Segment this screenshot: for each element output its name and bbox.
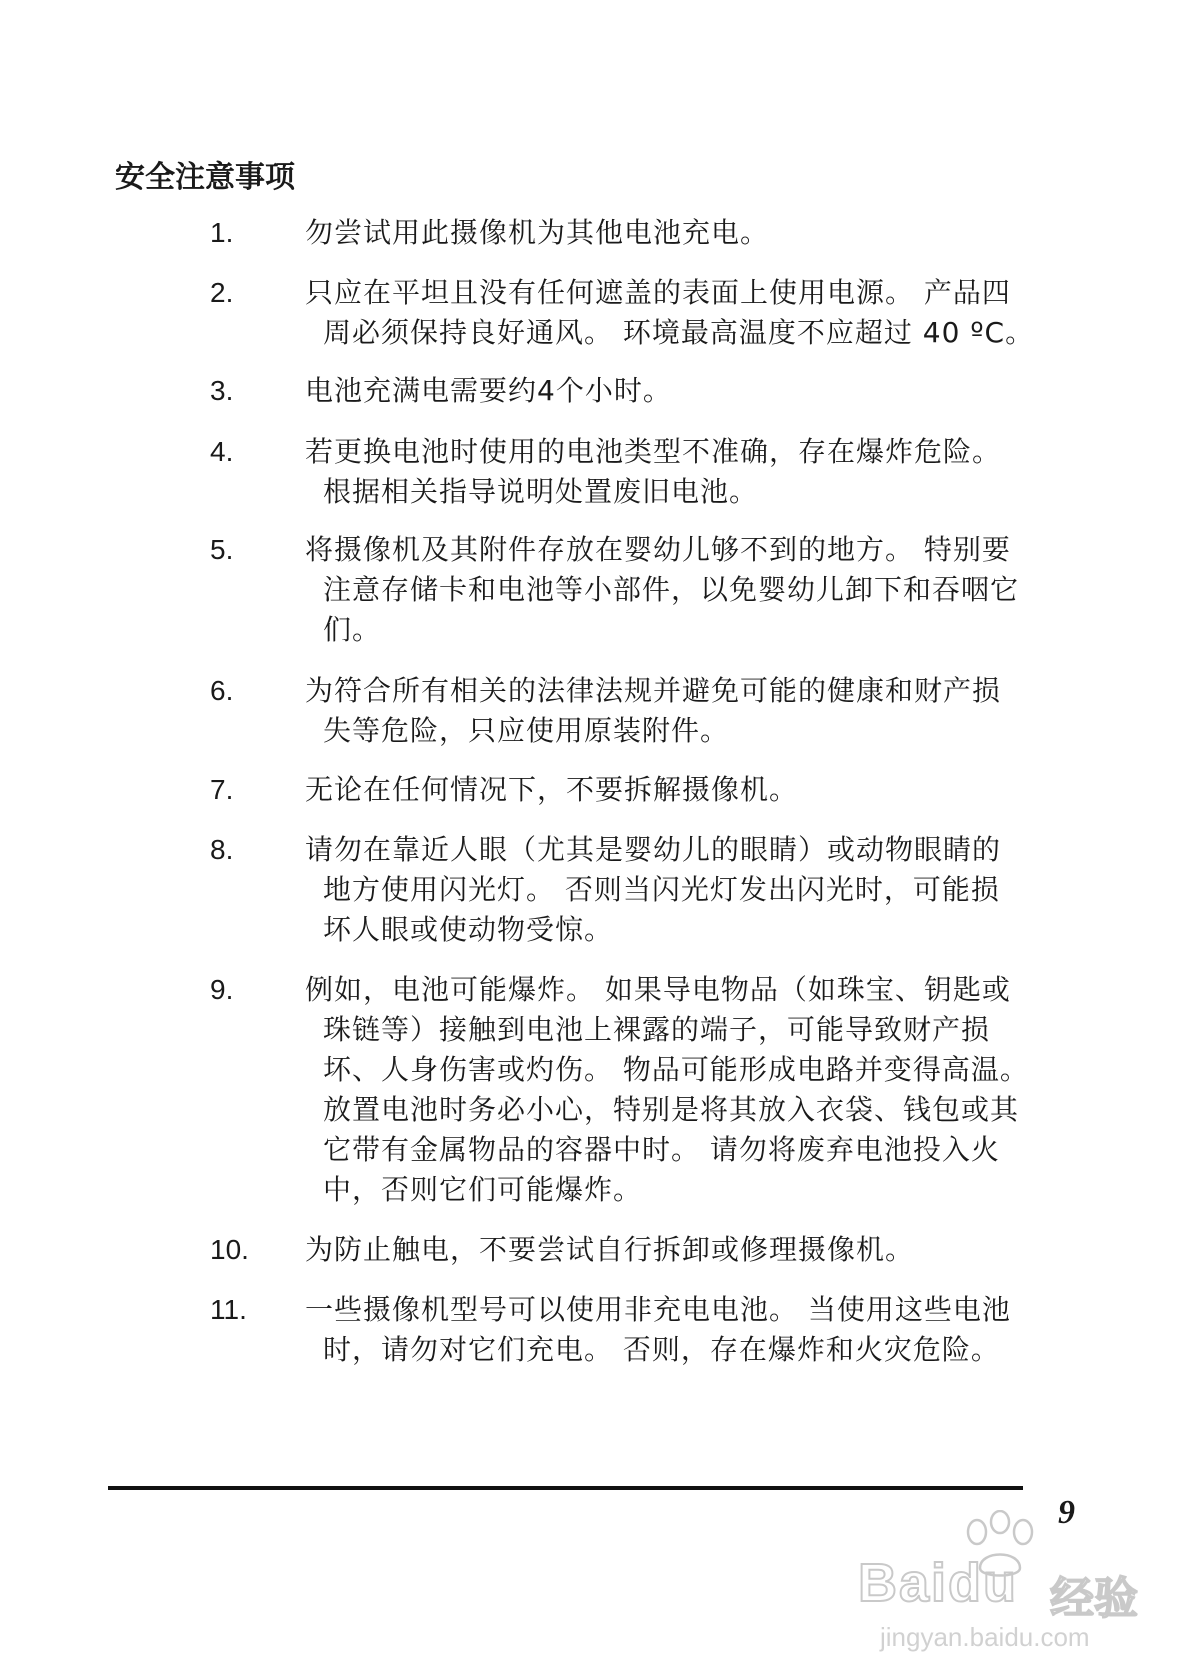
item-text: 电池充满电需要约4个小时。 (305, 374, 672, 407)
item-text: 为符合所有相关的法律法规并避免可能的健康和财产损 失等危险，只应使用原装附件。 (305, 674, 1002, 747)
item-number: 8. (210, 834, 234, 865)
baidu-watermark (850, 1500, 1160, 1660)
item-number: 9. (210, 974, 234, 1005)
item-number: 6. (210, 675, 234, 706)
item-number: 1. (210, 217, 234, 248)
item-number: 4. (210, 436, 234, 467)
item-number: 2. (210, 277, 234, 308)
footer-divider (108, 1486, 1023, 1490)
item-number: 5. (210, 534, 234, 565)
item-text: 为防止触电，不要尝试自行拆卸或修理摄像机。 (305, 1233, 915, 1266)
item-number: 10. (210, 1234, 249, 1265)
watermark-url: jingyan.baidu.com (880, 1622, 1090, 1652)
section-heading: 安全注意事项 (115, 160, 295, 195)
item-text: 将摄像机及其附件存放在婴幼儿够不到的地方。 特别要 注意存储卡和电池等小部件，以免婴幼儿卸下和吞咽它 们。 (305, 533, 1020, 646)
item-number: 11. (210, 1294, 247, 1325)
item-text: 一些摄像机型号可以使用非充电电池。 当使用这些电池 时，请勿对它们充电。 否则，存在爆炸和火灾危险。 (305, 1293, 1011, 1366)
item-text: 请勿在靠近人眼（尤其是婴幼儿的眼睛）或动物眼睛的 地方使用闪光灯。 否则当闪光灯发出闪光时，可能损 坏人眼或使动物受惊。 (305, 833, 1002, 946)
item-number: 3. (210, 375, 234, 406)
watermark-cn-text: 经验 (1050, 1573, 1138, 1624)
item-text: 若更换电池时使用的电池类型不准确，存在爆炸危险。 根据相关指导说明处置废旧电池。 (305, 435, 1002, 508)
watermark-brand: Baidu (858, 1553, 1019, 1613)
page-number: 9 (1058, 1494, 1075, 1531)
item-number: 7. (210, 774, 234, 805)
item-text: 勿尝试用此摄像机为其他电池充电。 (305, 216, 770, 249)
item-text: 只应在平坦且没有任何遮盖的表面上使用电源。 产品四 周必须保持良好通风。 环境最高温度不应超过 40 ºC。 (305, 276, 1035, 349)
item-text: 无论在任何情况下，不要拆解摄像机。 (305, 773, 799, 806)
item-text: 例如，电池可能爆炸。 如果导电物品（如珠宝、钥匙或 珠链等）接触到电池上裸露的端子，可能导致财产损 坏、人身伤害或灼伤。 物品可能形成电路并变得高温。 放置电池时务必小心，特别是将其放入衣袋、钱包或其 它带有金属物品的容器中时。 请勿将废弃电池投入火 中，否则它们可能爆炸。 (305, 973, 1029, 1206)
